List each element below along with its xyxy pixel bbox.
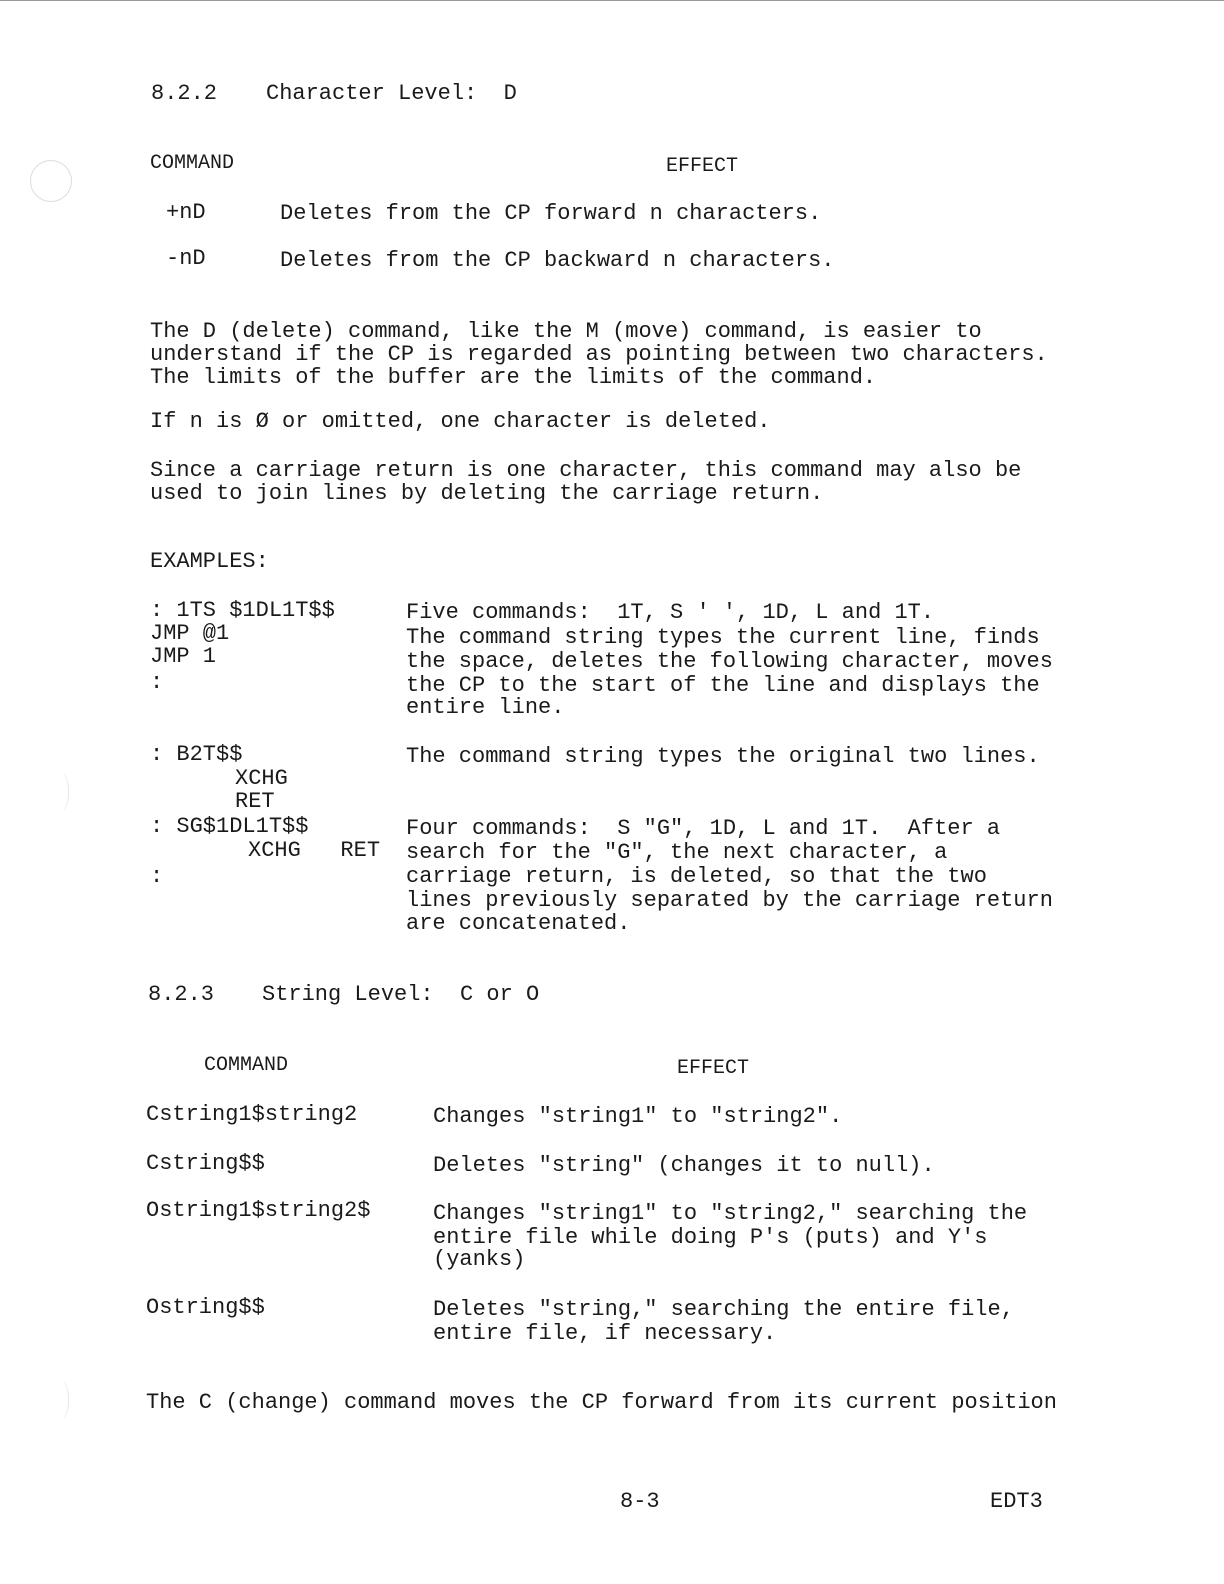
example-explanation-line: lines previously separated by the carriage return [406,888,1053,913]
example-explanation-line: the space, deletes the following character, moves [406,649,1053,674]
example-command-line: RET [235,789,275,814]
example-command-line: JMP 1 [150,644,217,669]
effect-cell: Deletes "string" (changes it to null). [433,1153,935,1178]
example-command-line: : [150,864,164,889]
punch-hole-mark [52,772,69,812]
paragraph-line: The C (change) command moves the CP forward from its current position [146,1390,1057,1415]
punch-hole-mark [52,1380,69,1420]
example-command-line: XCHG [235,766,288,791]
effect-cell: Changes "string1" to "string2," searching the [433,1201,1028,1226]
command-cell: Ostring1$string2$ [146,1198,371,1223]
examples-label: EXAMPLES: [150,549,269,574]
example-explanation-line: entire line. [406,695,565,720]
example-command-line: : B2T$$ [150,742,243,767]
paragraph-line: The D (delete) command, like the M (move) command, is easier to [150,319,982,344]
example-explanation-line: search for the "G", the next character, a [406,840,948,865]
section-title: Character Level: D [266,81,517,106]
example-explanation-line: Four commands: S "G", 1D, L and 1T. After a [406,816,1001,841]
page-top-edge [0,0,1224,1]
paragraph-line: Since a carriage return is one character, this command may also be [150,458,1022,483]
page-number: 8-3 [620,1489,660,1514]
punch-hole-mark [30,160,72,202]
example-explanation-line: The command string types the original two lines. [406,744,1040,769]
section-number: 8.2.2 [151,81,218,106]
paragraph-line: used to join lines by deleting the carriage return. [150,481,824,506]
command-header: COMMAND [204,1054,289,1077]
effect-header: EFFECT [677,1057,750,1080]
example-command-line: : 1TS $1DL1T$$ [150,598,335,623]
effect-cell: Deletes from the CP backward n characters. [280,248,835,273]
example-command-line: JMP @1 [150,621,230,646]
effect-cell: Deletes from the CP forward n characters. [280,201,822,226]
example-explanation-line: The command string types the current line, finds [406,625,1040,650]
command-cell: -nD [166,246,206,271]
effect-cell: entire file while doing P's (puts) and Y's [433,1225,988,1250]
paragraph-line: understand if the CP is regarded as pointing between two characters. [150,342,1048,367]
effect-cell: Deletes "string," searching the entire file, [433,1297,1014,1322]
example-command-line: : SG$1DL1T$$ [150,814,309,839]
example-explanation-line: carriage return, is deleted, so that the two [406,864,987,889]
command-cell: +nD [166,200,206,225]
example-command-line: XCHG RET [248,838,381,863]
effect-cell: Changes "string1" to "string2". [433,1104,843,1129]
command-header: COMMAND [150,152,235,175]
example-explanation-line: Five commands: 1T, S ' ', 1D, L and 1T. [406,600,935,625]
command-cell: Cstring1$string2 [146,1102,358,1127]
effect-cell: (yanks) [433,1247,526,1272]
command-cell: Ostring$$ [146,1295,265,1320]
document-id: EDT3 [990,1489,1043,1514]
section-number: 8.2.3 [148,982,215,1007]
paragraph-line: The limits of the buffer are the limits of the command. [150,365,877,390]
example-explanation-line: are concatenated. [406,911,631,936]
effect-cell: entire file, if necessary. [433,1321,777,1346]
command-cell: Cstring$$ [146,1151,265,1176]
paragraph-line: If n is Ø or omitted, one character is deleted. [150,409,771,434]
section-title: String Level: C or O [262,982,540,1007]
effect-header: EFFECT [666,155,739,178]
example-explanation-line: the CP to the start of the line and displays the [406,673,1040,698]
example-command-line: : [150,670,164,695]
